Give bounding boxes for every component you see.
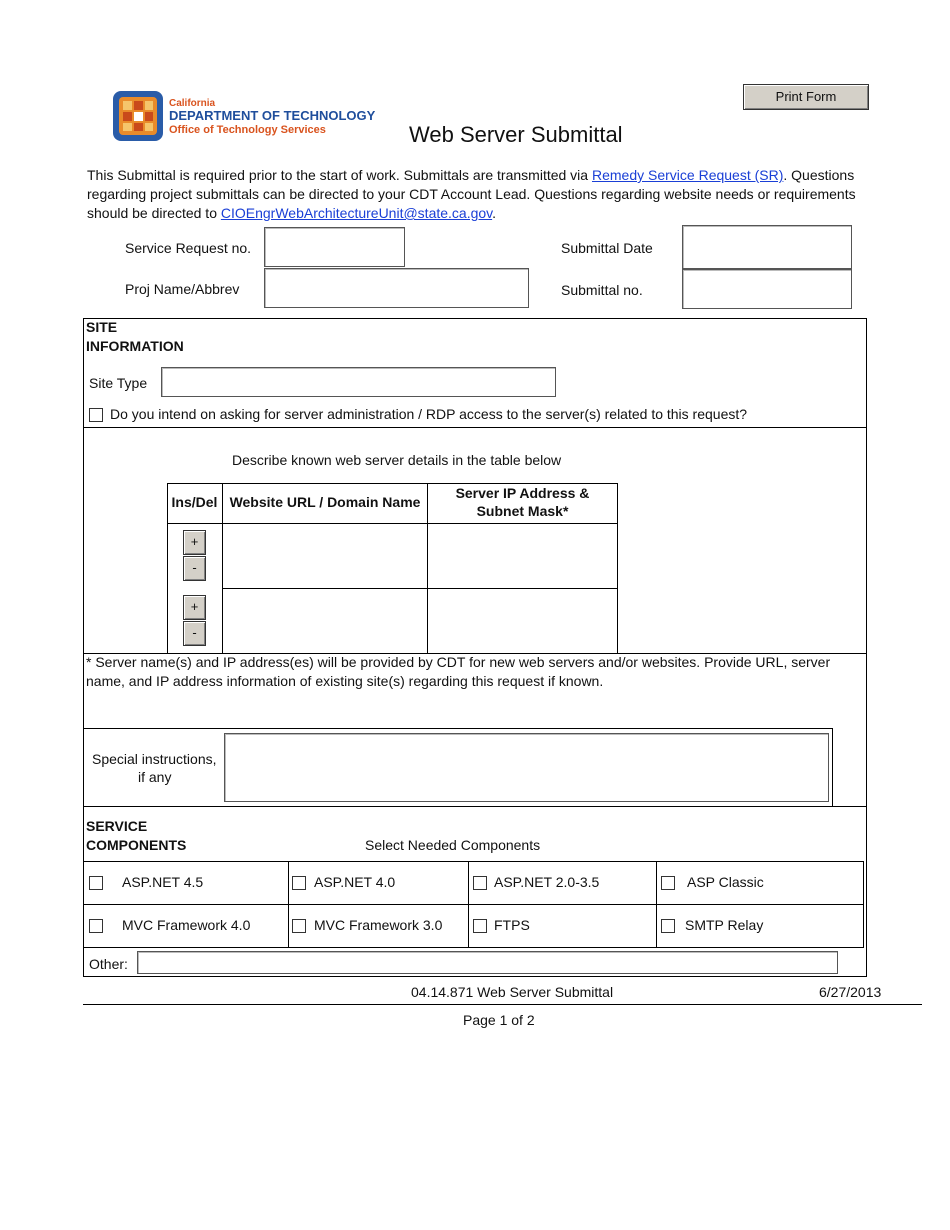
components-caption: Select Needed Components — [365, 837, 541, 853]
site-info-divider — [83, 427, 867, 428]
cdt-seal-icon — [113, 91, 163, 141]
grid-mid-line — [83, 904, 864, 905]
grid-col2-line — [468, 861, 469, 948]
aspnet45-checkbox[interactable] — [89, 876, 103, 890]
frame-right — [866, 318, 867, 977]
site-info-heading-2: INFORMATION — [86, 338, 184, 354]
proj-name-input[interactable] — [264, 268, 529, 308]
remedy-sr-link[interactable]: Remedy Service Request (SR) — [591, 167, 784, 183]
rdp-access-checkbox[interactable] — [89, 408, 103, 422]
footer-rule — [83, 1004, 922, 1005]
smtp-relay-label: SMTP Relay — [685, 917, 764, 933]
grid-right-line — [863, 861, 864, 948]
page-title: Web Server Submittal — [409, 122, 623, 147]
table-right-line — [617, 483, 618, 654]
aspnet40-label: ASP.NET 4.0 — [314, 874, 396, 890]
logo-department: DEPARTMENT OF TECHNOLOGY — [169, 108, 376, 123]
col-server-ip-2: Subnet Mask* — [476, 503, 569, 519]
mvc40-checkbox[interactable] — [89, 919, 103, 933]
table-top-line — [167, 483, 618, 484]
ftps-checkbox[interactable] — [473, 919, 487, 933]
mvc30-label: MVC Framework 3.0 — [314, 917, 443, 933]
other-label: Other: — [89, 956, 128, 972]
intro-text-2: . Questions regarding project submittals can be directed to your CDT Account Lead. Questions regarding website needs or requirements should be directed to — [87, 167, 856, 221]
special-divider — [83, 806, 867, 807]
asp-classic-label: ASP Classic — [687, 874, 764, 890]
mvc40-label: MVC Framework 4.0 — [122, 917, 251, 933]
site-type-input[interactable] — [161, 367, 556, 397]
row1-url-input[interactable] — [224, 525, 426, 587]
components-heading-2: COMPONENTS — [86, 837, 187, 853]
aspnet45-label: ASP.NET 4.5 — [122, 874, 204, 890]
row1-ip-input[interactable] — [429, 525, 616, 587]
footnote-line-1: * Server name(s) and IP address(es) will be provided by CDT for new web servers and/or websites. Provide URL, server — [86, 654, 831, 670]
grid-bottom-line — [83, 947, 864, 948]
row1-delete-button[interactable]: - — [183, 556, 206, 581]
frame-bottom — [83, 976, 867, 977]
form-date: 6/27/2013 — [819, 984, 882, 1000]
col-website-url: Website URL / Domain Name — [229, 494, 421, 510]
logo — [113, 91, 376, 143]
special-instructions-input[interactable] — [224, 733, 829, 802]
row2-delete-button[interactable]: - — [183, 621, 206, 646]
grid-top-line — [83, 861, 864, 862]
site-type-label: Site Type — [89, 375, 148, 391]
service-request-input[interactable] — [264, 227, 405, 267]
page-number: Page 1 of 2 — [463, 1012, 535, 1028]
submittal-no-input[interactable] — [682, 269, 852, 309]
submittal-no-label: Submittal no. — [561, 282, 643, 298]
row2-insert-button[interactable]: + — [183, 595, 206, 620]
intro-text-1: This Submittal is required prior to the start of work. Submittals are transmitted via — [87, 167, 592, 183]
email-link[interactable]: CIOEngrWebArchitectureUnit@state.ca.gov — [220, 205, 493, 221]
site-info-heading-1: SITE — [86, 319, 118, 335]
aspnet20-35-label: ASP.NET 2.0-3.5 — [494, 874, 600, 890]
submittal-date-label: Submittal Date — [561, 240, 653, 256]
components-grid — [83, 861, 864, 948]
print-form-button[interactable]: Print Form — [743, 84, 869, 110]
frame-top — [83, 318, 867, 319]
col-ins-del: Ins/Del — [171, 494, 218, 510]
table-row-line — [222, 588, 618, 589]
form-id: 04.14.871 Web Server Submittal — [411, 984, 614, 1000]
aspnet20-35-checkbox[interactable] — [473, 876, 487, 890]
asp-classic-checkbox[interactable] — [661, 876, 675, 890]
mvc30-checkbox[interactable] — [292, 919, 306, 933]
service-request-label: Service Request no. — [125, 240, 252, 256]
other-input[interactable] — [137, 951, 838, 974]
table-header-line — [167, 523, 618, 524]
intro-text-3: . — [492, 205, 497, 221]
footnote-line-2: name, and IP address information of existing site(s) regarding this request if known. — [86, 673, 604, 689]
logo-office: Office of Technology Services — [169, 124, 326, 136]
special-instructions-label-1: Special instructions, — [92, 751, 217, 767]
col-server-ip-1: Server IP Address & — [455, 485, 590, 501]
row2-ip-input[interactable] — [429, 590, 616, 653]
special-instructions-label-2: if any — [138, 769, 172, 785]
intro-paragraph — [87, 166, 862, 223]
ftps-label: FTPS — [494, 917, 530, 933]
server-table-caption: Describe known web server details in the table below — [232, 452, 562, 468]
rdp-access-question: Do you intend on asking for server administration / RDP access to the server(s) related to this request? — [110, 406, 748, 422]
grid-col3-line — [656, 861, 657, 948]
row1-insert-button[interactable]: + — [183, 530, 206, 555]
proj-name-label: Proj Name/Abbrev — [125, 281, 240, 297]
row2-url-input[interactable] — [224, 590, 426, 653]
smtp-relay-checkbox[interactable] — [661, 919, 675, 933]
aspnet40-checkbox[interactable] — [292, 876, 306, 890]
components-heading-1: SERVICE — [86, 818, 148, 834]
logo-california: California — [169, 98, 216, 109]
submittal-date-input[interactable] — [682, 225, 852, 269]
server-table — [167, 483, 618, 654]
grid-col1-line — [288, 861, 289, 948]
